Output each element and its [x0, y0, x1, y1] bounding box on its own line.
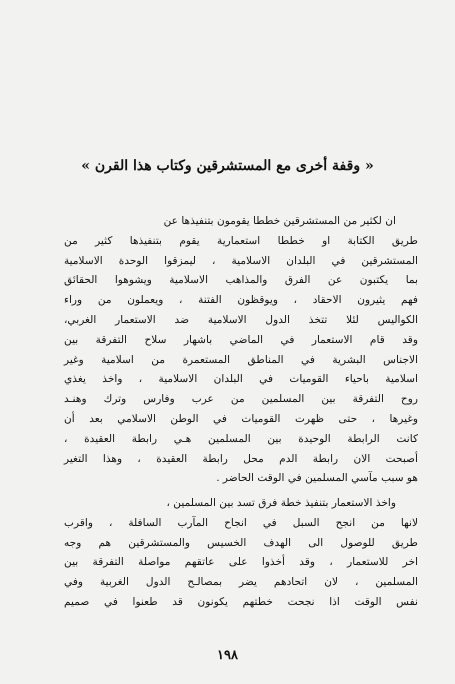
page-number: ١٩٨ [217, 648, 238, 663]
paragraph-line: طريق الكتابة او خططا استعمارية يقوم بتنفيذها كثير من [64, 234, 418, 247]
paragraph-line: وغيرها ، حتى ظهرت القوميات في الوطن الاسلامي بعد أن [64, 412, 418, 425]
paragraph-line: اسلامية باحياء القوميات في البلدان الاسلامية ، واخذ يغذي [64, 373, 418, 386]
paragraph-2 [64, 494, 418, 613]
paragraph-line: طريق للوصول الى الهدف الخسيس والمستشرقين هم وجه [64, 536, 418, 549]
paragraph-line: روح التفرقة بين المسلمين من عرب وفارس وترك وهنـد [64, 393, 418, 406]
paragraph-line: الكواليس لئلا تتخذ الدول الاسلامية ضد الاستعمار الغربي، [64, 313, 418, 326]
paragraph-line: لانها من انجح السبل في انجاح المآرب السافلة ، واقرب [64, 516, 418, 529]
section-heading: « وقفة أخرى مع المستشرقين وكتاب هذا القرن » [81, 158, 374, 174]
paragraph-line: اخر للاستعمار ، وقد أخذوا على عاتقهم مواصلة التفرقة بين [64, 556, 418, 569]
paragraph-line: المستشرقين في البلدان الاسلامية ، ليمزقوا الوحدة الاسلامية [64, 254, 418, 267]
paragraph-line: واخذ الاستعمار بتنفيذ خطة فرق تسد بين المسلمين ، [166, 497, 396, 509]
paragraph-line: الاجناس البشرية في المناطق المستعمرة من اسلامية وغير [64, 353, 418, 366]
paragraph-line: كانت الرابطة الوحيدة بين المسلمين هـي رابطة العقيدة ، [64, 432, 418, 445]
paragraph-line: وقد قام الاستعمار في الماضي باشهار سلاح التفرقة بين [64, 333, 418, 346]
paragraph-line: هو سبب مآسي المسلمين في الوقت الحاضر . [216, 472, 418, 485]
paragraph-line: ان لكثير من المستشرقين خططا يقومون بتنفيذها عن [163, 215, 396, 227]
paragraph-line: نفس الوقت اذا نجحت خطتهم يكونون قد طعنوا في صميم [64, 595, 418, 608]
paragraph-line: بما يكتبون عن الفرق والمذاهب الاسلامية ويشوهوا الحقائق [64, 274, 418, 287]
paragraph-1 [64, 212, 418, 489]
paragraph-line: المسلمين ، لان اتحادهم يضر بمصالـح الدول الغربية وفي [64, 576, 418, 589]
paragraph-line: أصبحت الان رابطة الدم محل رابطة العقيدة ، وهذا التغير [64, 452, 418, 465]
paragraph-line: فهم يثيرون الاحقاد ، ويوقظون الفتنة ، ويعملون من وراء [64, 294, 418, 307]
